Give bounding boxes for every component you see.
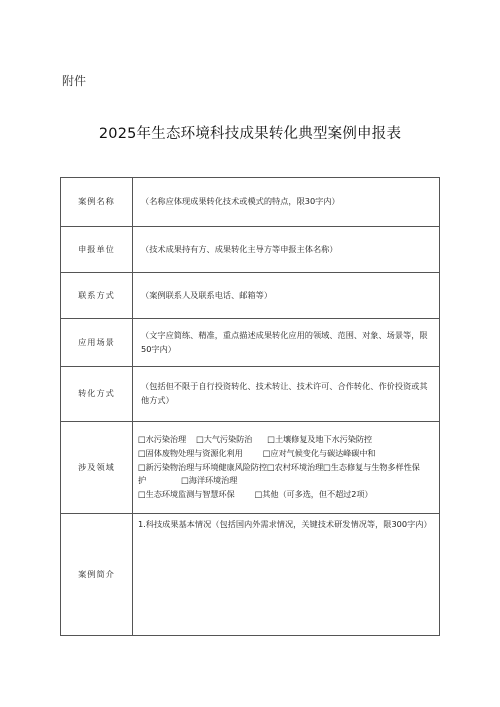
domain-option[interactable]: □生态环境监测与智慧环保 bbox=[138, 489, 235, 500]
domain-option[interactable]: □农村环境治理 bbox=[266, 461, 324, 472]
row-label-applicant: 申报单位 bbox=[61, 227, 133, 273]
checkbox-icon[interactable]: □ bbox=[138, 489, 146, 500]
table-row bbox=[61, 178, 440, 227]
transfer-mode-field[interactable]: （包括但不限于自行投资转化、技术转让、技术许可、合作转化、作价投资或其他方式） bbox=[133, 367, 440, 422]
row-label-domains: 涉及领域 bbox=[61, 422, 133, 514]
checkbox-icon[interactable]: □ bbox=[323, 461, 331, 472]
page-title: 2025年生态环境科技成果转化典型案例申报表 bbox=[98, 126, 402, 142]
intro-item-1: 1.科技成果基本情况（包括国内外需求情况，关键技术研发情况等，限300字内） bbox=[138, 519, 432, 529]
domain-option[interactable]: □海洋环境治理 bbox=[181, 475, 238, 486]
intro-field[interactable] bbox=[133, 514, 440, 636]
checkbox-icon[interactable]: □ bbox=[254, 489, 263, 500]
attachment-label: 附件 bbox=[62, 74, 87, 88]
domains-line-2 bbox=[138, 447, 434, 461]
table-row bbox=[61, 422, 440, 514]
row-label-case-name: 案例名称 bbox=[61, 178, 133, 227]
domain-option[interactable]: □土壤修复及地下水污染防控 bbox=[267, 433, 372, 444]
scenario-field[interactable]: （文字应简练、精准，重点描述成果转化应用的领域、范围、对象、场景等，限50字内） bbox=[133, 319, 440, 367]
domains-line-3 bbox=[138, 461, 434, 489]
domain-option[interactable]: □应对气候变化与碳达峰碳中和 bbox=[262, 447, 376, 458]
table-row bbox=[61, 319, 440, 367]
row-label-intro: 案例简介 bbox=[61, 514, 133, 636]
table-row bbox=[61, 227, 440, 273]
domains-options bbox=[133, 422, 440, 514]
application-form-table bbox=[60, 177, 440, 636]
checkbox-icon[interactable]: □ bbox=[181, 475, 189, 486]
row-label-contact: 联系方式 bbox=[61, 273, 133, 319]
contact-field[interactable]: （案例联系人及联系电话、邮箱等） bbox=[133, 273, 440, 319]
domain-option[interactable]: □其他（可多选，但不超过2项） bbox=[254, 489, 373, 500]
domain-option[interactable]: □新污染物治理与环境健康风险防控 bbox=[138, 461, 267, 472]
table-row bbox=[61, 273, 440, 319]
row-label-scenario: 应用场景 bbox=[61, 319, 133, 367]
domain-option[interactable]: □水污染治理 bbox=[138, 433, 187, 444]
checkbox-icon[interactable]: □ bbox=[138, 461, 146, 472]
table-row bbox=[61, 367, 440, 422]
domain-option[interactable]: □生态修复与生物多样性保护 bbox=[138, 461, 420, 486]
domains-line-1 bbox=[138, 433, 434, 447]
checkbox-icon[interactable]: □ bbox=[262, 447, 271, 458]
case-name-field[interactable]: （名称应体现成果转化技术或模式的特点，限30字内） bbox=[133, 178, 440, 227]
checkbox-icon[interactable]: □ bbox=[266, 461, 275, 472]
checkbox-icon[interactable]: □ bbox=[138, 447, 146, 458]
domain-option[interactable]: □大气污染防治 bbox=[196, 433, 253, 444]
checkbox-icon[interactable]: □ bbox=[267, 433, 275, 444]
checkbox-icon[interactable]: □ bbox=[138, 433, 146, 444]
table-row bbox=[61, 514, 440, 636]
domains-line-4 bbox=[138, 488, 434, 502]
applicant-field[interactable]: （技术成果持有方、成果转化主导方等申报主体名称） bbox=[133, 227, 440, 273]
domain-option[interactable]: □固体废物处理与资源化利用 bbox=[138, 447, 243, 458]
checkbox-icon[interactable]: □ bbox=[196, 433, 204, 444]
row-label-transfer-mode: 转化方式 bbox=[61, 367, 133, 422]
